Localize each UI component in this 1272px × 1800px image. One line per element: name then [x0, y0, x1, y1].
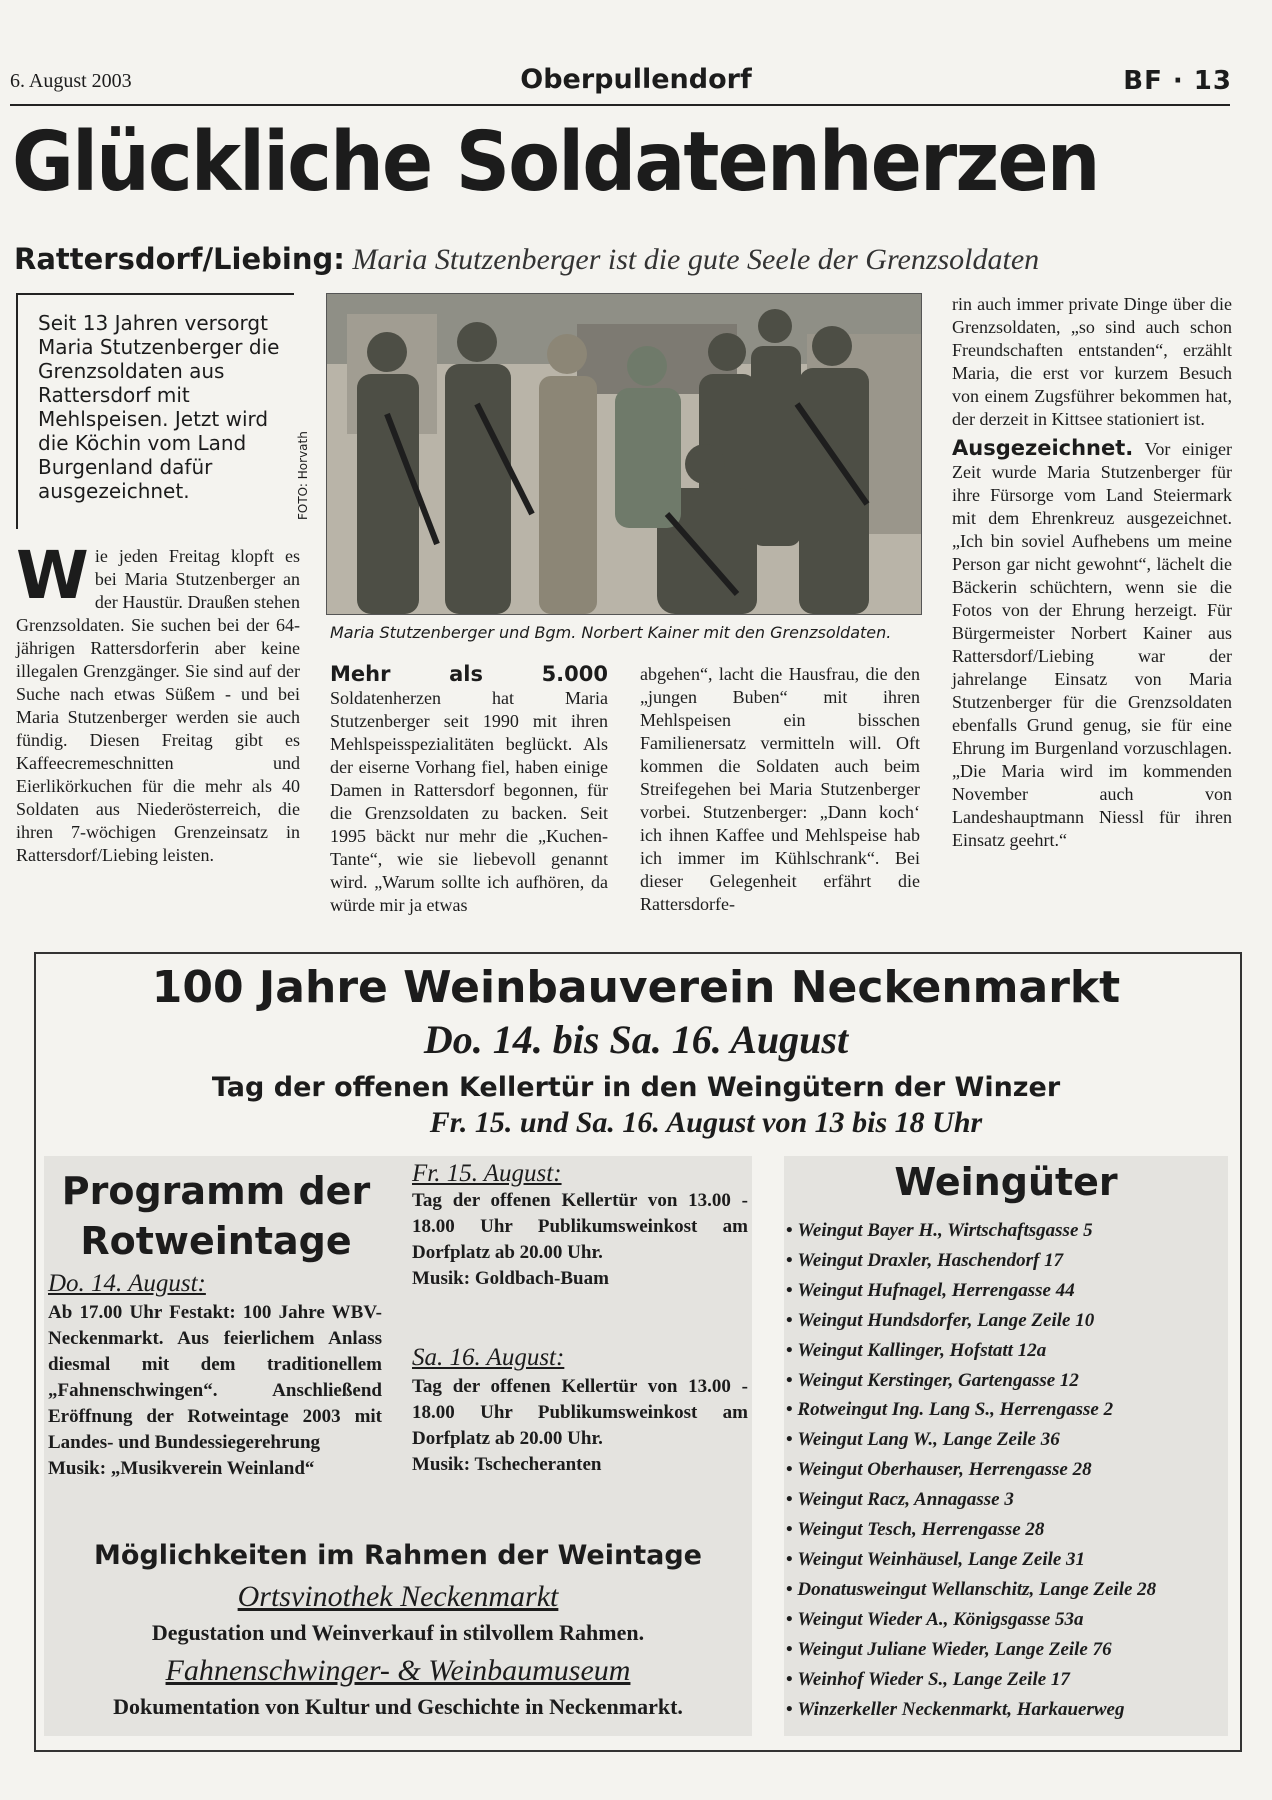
friday-body: [412, 1188, 748, 1292]
vinothek-description: Degustation und Weinverkauf in stilvollem Rahmen.: [151, 1620, 645, 1645]
article-subhead: [14, 242, 1039, 277]
article-column-3: [640, 663, 920, 916]
subhead-text: Maria Stutzenberger ist die gute Seele der Grenzsoldaten: [352, 243, 1040, 276]
drop-cap: W: [16, 537, 89, 614]
column-2-runin: Mehr als 5.000: [330, 662, 608, 686]
column-4-runin: Ausgezeichnet.: [952, 436, 1134, 460]
subhead-place: Rattersdorf/Liebing:: [14, 242, 345, 276]
winery-item: • Rotweingut Ing. Lang S., Herrengasse 2: [786, 1395, 1226, 1425]
winery-item: • Weingut Lang W., Lange Zeile 36: [786, 1425, 1226, 1455]
saturday-music: Musik: Tschecheranten: [412, 1454, 602, 1475]
column-4-text-b: Vor einiger Zeit wurde Maria Stutzenberger für ihre Fürsorge vom Land Steiermark mit dem Ehrenkreuz ausgezeichnet. „Ich bin soviel Aufhebens um meine Person gar nicht gewohnt“, lächelt die Bäckerin schüchtern, wenn sie die Fotos von der Ehrung herzeigt. Für Bürgermeister Norbert Kainer aus Rattersdorf/Liebing war der jahrelange Einsatz von Maria Stutzenberger für die Grenzsoldaten ebenfalls Grund genug, sie für eine Ehrung im Burgenland vorzuschlagen. „Die Maria wird im kommenden November auch von Landeshauptmann Niessl für ihren Einsatz geehrt.“: [952, 439, 1232, 850]
ad-kellertag-time: Fr. 15. und Sa. 16. August von 13 bis 18 Uhr: [429, 1106, 983, 1139]
article-column-1: [16, 537, 300, 867]
winery-item: • Weingut Racz, Annagasse 3: [786, 1485, 1226, 1515]
winery-item: • Weingut Wieder A., Königsgasse 53a: [786, 1605, 1226, 1635]
article-headline: Glückliche Soldatenherzen: [12, 115, 1099, 210]
winery-item: • Winzerkeller Neckenmarkt, Harkauerweg: [786, 1695, 1226, 1725]
options-heading: Möglichkeiten im Rahmen der Weintage: [94, 1540, 702, 1571]
day1-music: Musik: „Musikverein Weinland“: [48, 1458, 315, 1479]
day1-body: [48, 1300, 382, 1482]
program-heading: Programm der Rotweintage: [61, 1169, 371, 1263]
saturday-body: [412, 1374, 748, 1478]
winery-item: • Weingut Tesch, Herrengasse 28: [786, 1515, 1226, 1545]
article-column-4: [952, 293, 1232, 852]
winery-item: • Weingut Hufnagel, Herrengasse 44: [786, 1276, 1226, 1306]
ad-kellertag: Tag der offenen Kellertür in den Weingütern der Winzer: [211, 1072, 1061, 1103]
page-number: BF · 13: [1123, 66, 1232, 96]
header-rule: [10, 104, 1230, 106]
winery-item: • Donatusweingut Wellanschitz, Lange Zeile 28: [786, 1575, 1226, 1605]
soldiers-photo-illustration: [327, 294, 921, 614]
section-title: Oberpullendorf: [520, 64, 752, 95]
winery-item: • Weingut Draxler, Haschendorf 17: [786, 1246, 1226, 1276]
column-4-text-a: rin auch immer private Dinge über die Grenzsoldaten, „so sind auch schon Freundschaften entstanden“, erzählt Maria, die erst vor kurzem Besuch von einem Zugsführer bekommen hat, der derzeit in Kittsee stationiert ist.: [952, 294, 1232, 429]
museum-description: Dokumentation von Kultur und Geschichte in Neckenmarkt.: [113, 1694, 683, 1719]
wineries-list: [786, 1216, 1226, 1724]
wineries-heading: Weingüter: [894, 1160, 1118, 1204]
article-photo: [326, 293, 922, 615]
photo-caption: Maria Stutzenberger und Bgm. Norbert Kainer mit den Grenzsoldaten.: [330, 623, 892, 642]
friday-text: Tag der offenen Kellertür von 13.00 - 18.00 Uhr Publikumsweinkost am Dorfplatz ab 20.00 Uhr.: [412, 1190, 748, 1263]
saturday-text: Tag der offenen Kellertür von 13.00 - 18.00 Uhr Publikumsweinkost am Dorfplatz ab 20.00 Uhr.: [412, 1376, 748, 1449]
winery-item: • Weingut Bayer H., Wirtschaftsgasse 5: [786, 1216, 1226, 1246]
lead-text: Seit 13 Jahren versorgt Maria Stutzenberger die Grenzsoldaten aus Rattersdorf mit Mehlspeisen. Jetzt wird die Köchin vom Land Burgenland dafür ausgezeichnet.: [38, 311, 280, 503]
winery-item: • Weingut Kerstinger, Gartengasse 12: [786, 1366, 1226, 1396]
column-1-text: ie jeden Freitag klopft es bei Maria Stutzenberger an der Haustür. Draußen stehen Grenzsoldaten. Sie suchen bei der 64-jährigen Rattersdorferin aber keine illegalen Grenzgänger. Sie sind auf der Suche nach etwas Süßem - und bei Maria Stutzenberger werden sie auch fündig. Diesen Freitag gibt es Kaffeecremeschnitten und Eierlikörkuchen für die mehr als 40 Soldaten aus Niederösterreich, die ihren 7-wöchigen Grenzeinsatz in Rattersdorf/Liebing leisten.: [16, 546, 300, 865]
museum-name: Fahnenschwinger- & Weinbaumuseum: [165, 1654, 631, 1687]
friday-heading: Fr. 15. August:: [412, 1160, 562, 1187]
column-2-text: Soldatenherzen hat Maria Stutzenberger seit 1990 mit ihren Mehlspeisspezialitäten beglückt. Als der eiserne Vorhang fiel, haben einige Damen in Rattersdorf begonnen, für die Grenzsoldaten zu backen. Seit 1995 bäckt nur mehr die „Kuchen-Tante“, wie sie liebevoll genannt wird. „Warum sollte ich aufhören, da würde mir ja etwas: [330, 688, 608, 915]
ad-dates: Do. 14. bis Sa. 16. August: [423, 1017, 849, 1062]
winery-item: • Weinhof Wieder S., Lange Zeile 17: [786, 1665, 1226, 1695]
day1-heading: Do. 14. August:: [48, 1270, 206, 1297]
winery-item: • Weingut Juliane Wieder, Lange Zeile 76: [786, 1635, 1226, 1665]
friday-music: Musik: Goldbach-Buam: [412, 1268, 609, 1289]
vinothek-name: Ortsvinothek Neckenmarkt: [237, 1580, 559, 1613]
column-3-text: abgehen“, lacht die Hausfrau, die den „jungen Buben“ mit ihren Mehlspeisen ein bisschen Familienersatz vermitteln will. Oft kommen die Soldaten auch beim Streifegehen bei Maria Stutzenberger vorbei. Stutzenberger: „Dann koch‘ ich ihnen Kaffee und Mehlspeise hab ich immer im Kühlschrank“. Bei dieser Gelegenheit erfährt die Rattersdorfe-: [640, 664, 920, 914]
day1-text: Ab 17.00 Uhr Festakt: 100 Jahre WBV-Neckenmarkt. Aus feierlichem Anlass diesmal mit dem traditionellem „Fahnenschwingen“. Anschließend Eröffnung der Rotweintage 2003 mit Landes- und Bundessiegerehrung: [48, 1302, 382, 1453]
winery-item: • Weingut Oberhauser, Herrengasse 28: [786, 1455, 1226, 1485]
ad-title: 100 Jahre Weinbauverein Neckenmarkt: [151, 962, 1121, 1013]
winery-item: • Weingut Kallinger, Hofstatt 12a: [786, 1336, 1226, 1366]
winery-item: • Weingut Weinhäusel, Lange Zeile 31: [786, 1545, 1226, 1575]
issue-date: 6. August 2003: [10, 70, 132, 92]
photo-credit: FOTO: Horvath: [296, 431, 310, 520]
winery-item: • Weingut Hundsdorfer, Lange Zeile 10: [786, 1306, 1226, 1336]
lead-box: [16, 293, 294, 529]
article-column-2: [330, 663, 608, 917]
saturday-heading: Sa. 16. August:: [412, 1344, 565, 1371]
